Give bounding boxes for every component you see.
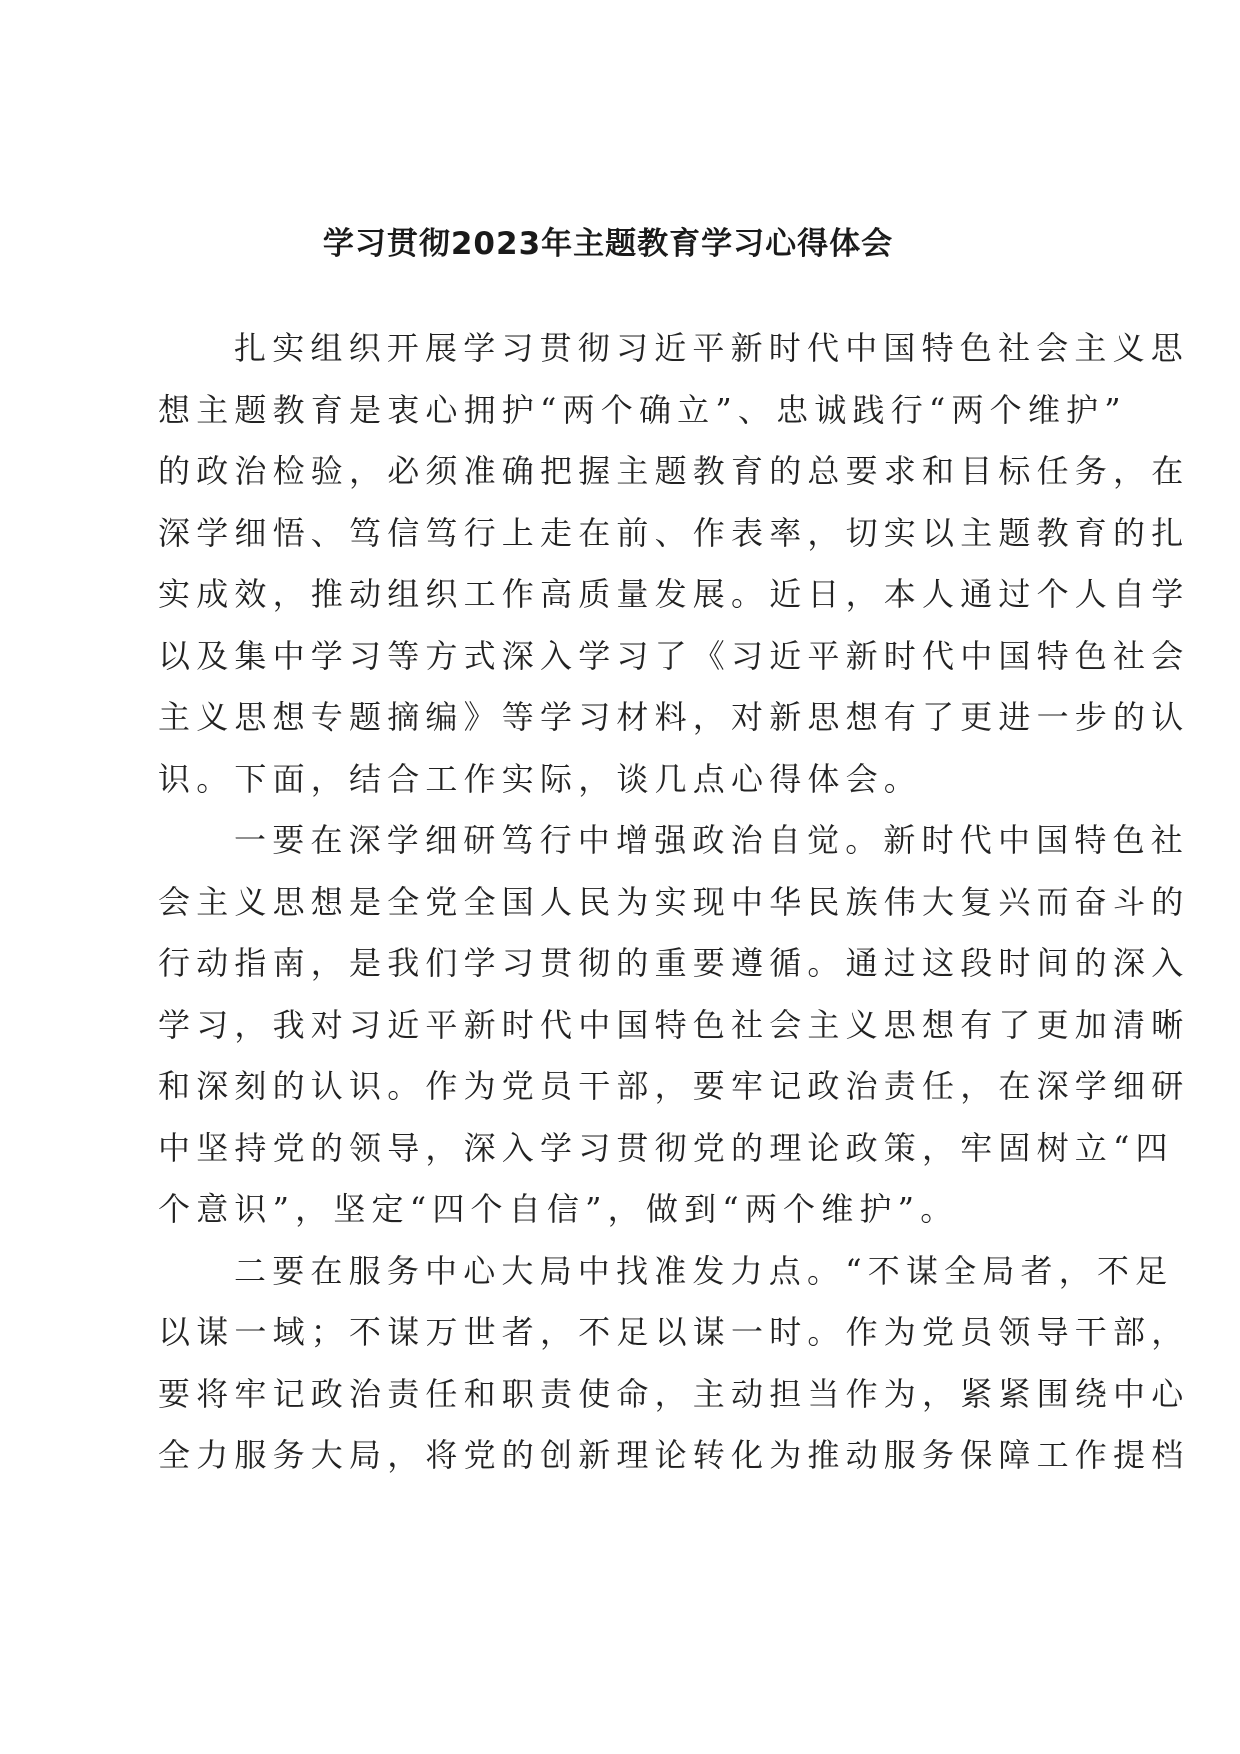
paragraph-1-line-5: 实成效，推动组织工作高质量发展。近日，本人通过个人自学 [158, 575, 1190, 613]
paragraph-1-line-4: 深学细悟、笃信笃行上走在前、作表率，切实以主题教育的扎 [158, 513, 1190, 552]
paragraph-1-line-6: 以及集中学习等方式深入学习了《习近平新时代中国特色社会 [158, 636, 1190, 675]
paragraph-3-line-2: 以谋一域；不谋万世者，不足以谋一时。作为党员领导干部， [158, 1313, 1190, 1351]
paragraph-3-line-3: 要将牢记政治责任和职责使命，主动担当作为，紧紧围绕中心 [158, 1374, 1190, 1413]
document-title: 学习贯彻2023年主题教育学习心得体会 [322, 226, 894, 262]
paragraph-1-line-1: 扎实组织开展学习贯彻习近平新时代中国特色社会主义思 [234, 329, 1190, 367]
paragraph-1-line-7: 主义思想专题摘编》等学习材料，对新思想有了更进一步的认 [158, 698, 1190, 736]
paragraph-2-line-3: 行动指南，是我们学习贯彻的重要遵循。通过这段时间的深入 [158, 944, 1190, 982]
paragraph-2-line-6: 中坚持党的领导，深入学习贯彻党的理论政策，牢固树立“四 [158, 1128, 1174, 1167]
paragraph-2-line-7: 个意识”，坚定“四个自信”，做到“两个维护”。 [158, 1190, 959, 1228]
paragraph-2-line-2: 会主义思想是全党全国人民为实现中华民族伟大复兴而奋斗的 [158, 882, 1190, 921]
document-body [158, 318, 1190, 1487]
paragraph-2-line-5: 和深刻的认识。作为党员干部，要牢记政治责任，在深学细研 [158, 1067, 1190, 1105]
paragraph-1-line-3: 的政治检验，必须准确把握主题教育的总要求和目标任务，在 [158, 452, 1190, 490]
paragraph-1-line-8: 识。下面，结合工作实际，谈几点心得体会。 [158, 759, 923, 798]
paragraph-3-line-4: 全力服务大局，将党的创新理论转化为推动服务保障工作提档 [158, 1436, 1190, 1474]
paragraph-2-line-4: 学习，我对习近平新时代中国特色社会主义思想有了更加清晰 [158, 1005, 1190, 1044]
paragraph-3-line-1: 二要在服务中心大局中找准发力点。“不谋全局者，不足 [234, 1251, 1174, 1290]
paragraph-2-line-1: 一要在深学细研笃行中增强政治自觉。新时代中国特色社 [234, 821, 1190, 859]
paragraph-1-line-2: 想主题教育是衷心拥护“两个确立”、忠诚践行“两个维护” [158, 390, 1127, 429]
